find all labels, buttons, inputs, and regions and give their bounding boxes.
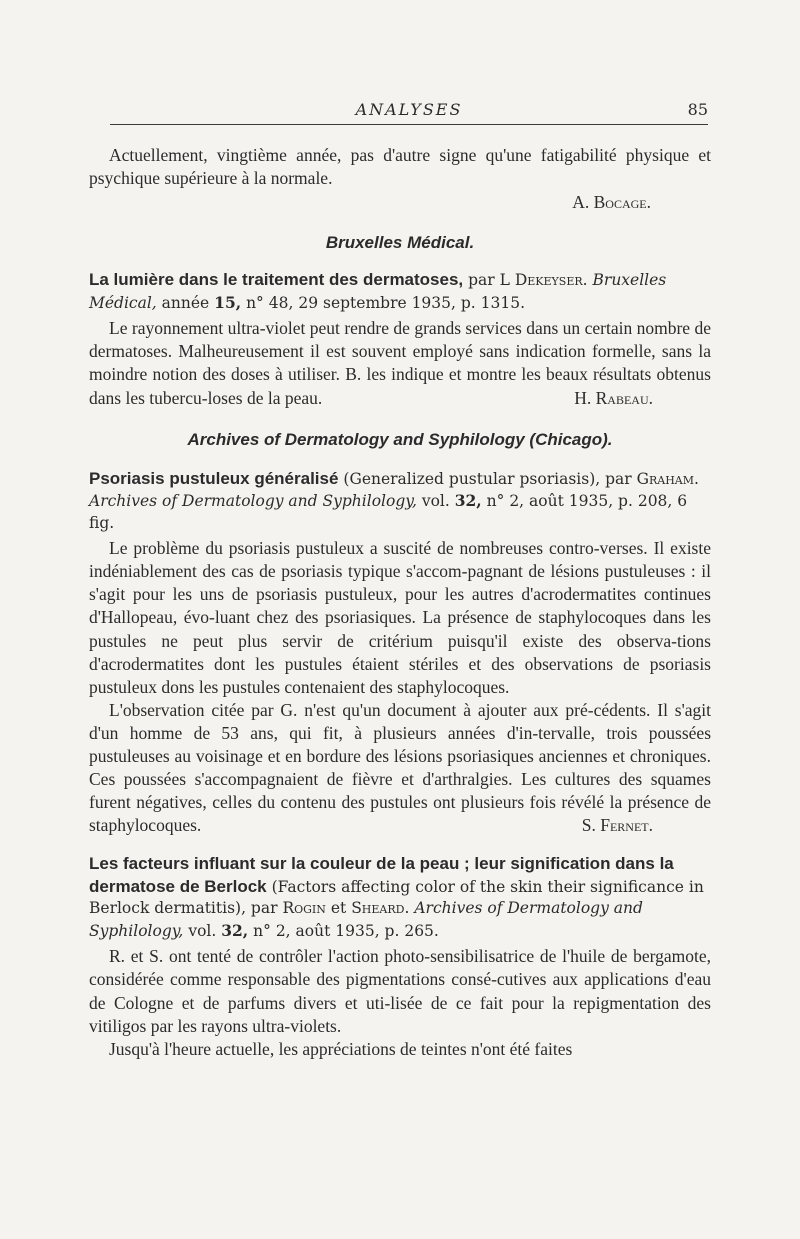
citation-rest: août 1935, p. 265. bbox=[295, 921, 439, 940]
page-header bbox=[110, 100, 708, 125]
author-prefix: par L bbox=[468, 271, 510, 290]
citation-rest: août 1935, p. 208, bbox=[529, 492, 673, 511]
annee-value: 15, bbox=[214, 292, 242, 312]
article-body bbox=[89, 699, 711, 838]
article-heading bbox=[89, 853, 711, 942]
running-title: ANALYSES bbox=[355, 100, 463, 119]
article-body bbox=[89, 317, 711, 409]
page-content bbox=[89, 144, 711, 1061]
section-journal-title: Bruxelles Médical. bbox=[325, 233, 475, 253]
intro-signature: A. Bocage. bbox=[572, 192, 651, 213]
article-subtitle: (Generalized pustular psoriasis), par bbox=[343, 469, 632, 488]
annee-label: année bbox=[161, 293, 210, 312]
article-author: Sheard. bbox=[351, 899, 410, 918]
number-value: 2, bbox=[509, 492, 525, 511]
volume-label: vol. bbox=[421, 492, 450, 511]
article-title: Les facteurs influant sur la couleur de la peau ; leur signification dans la dermatose de Berlock bbox=[89, 854, 674, 896]
article-body-text: L'observation citée par G. n'est qu'un document à ajouter aux pré-cédents. Il s'agit d'un homme de 53 ans, qui fit, à plusieurs années d'in-tervalle, trois poussées pustuleuses au voisinage et en bordure des lésions psoriasiques anciennes et chroniques. Ces poussées s'accompagnaient de fièvre et d'arthralgies. Les cultures des squames furent négatives, celles du contenu des pustules ont plusieurs fois révélé la présence de staphylocoques. bbox=[89, 699, 711, 836]
article-body: R. et S. ont tenté de contrôler l'action photo-sensibilisatrice de l'huile de bergamote, considérée comme responsable des pigmentations consé-cutives aux applications d'eau de Cologne et de parfums divers et uti-lisée de ce fait pour la repigmentation des vitiligos par les rayons ultra-violets. bbox=[89, 946, 711, 1036]
number-label: n° bbox=[486, 492, 505, 511]
number-label: n° bbox=[253, 921, 271, 940]
article-author: Graham. bbox=[636, 469, 699, 488]
citation-rest: 29 septembre 1935, p. 1315. bbox=[298, 293, 526, 312]
article-author: Rogin bbox=[282, 899, 326, 918]
volume-value: 32, bbox=[221, 920, 249, 940]
number-label: n° bbox=[246, 293, 264, 312]
author-conjunction: et bbox=[330, 899, 347, 918]
number-value: 2, bbox=[275, 921, 291, 940]
page-number: 85 bbox=[687, 100, 708, 119]
article-heading bbox=[89, 269, 711, 314]
article-title: La lumière dans le traitement des dermatoses, bbox=[89, 270, 464, 290]
article-journal: Archives of Dermatology and Syphilology, bbox=[89, 492, 417, 511]
article-journal: Bruxelles Médical, bbox=[89, 271, 667, 312]
article-author: Dekeyser. bbox=[514, 271, 588, 290]
article-signature: S. Fernet. bbox=[581, 815, 653, 836]
number-value: 48, bbox=[268, 293, 294, 312]
article-body: Le problème du psoriasis pustuleux a suscité de nombreuses contro-verses. Il existe indéniablement des cas de psoriasis typique s'accom-pagnant de lésions pustuleuses : il s'agit pour les uns de psoriasis pustuleux, pour les autres d'acrodermatites continues d'Hallopeau, évo-luant chez des psoriasiques. La présence de staphylocoques dans les pustules ne peut plus servir de critérium puisqu'il existe des observa-tions d'acrodermatites dont les pustules étaient stériles et des observations de psoriasis pustuleux dons les pustules contenaient des staphylocoques. bbox=[89, 538, 711, 697]
article-journal: Archives of Dermatology and Syphilology, bbox=[89, 899, 643, 940]
article-signature: H. Rabeau. bbox=[574, 387, 653, 408]
figure-count: 6 fig. bbox=[89, 492, 688, 532]
section-journal-title: Archives of Dermatology and Syphilology (Chicago). bbox=[187, 429, 613, 449]
volume-value: 32, bbox=[454, 491, 482, 511]
volume-label: vol. bbox=[188, 921, 217, 940]
article-title: Psoriasis pustuleux généralisé bbox=[89, 468, 339, 488]
article-heading bbox=[89, 468, 711, 535]
article-body-text: Le rayonnement ultra-violet peut rendre de grands services dans un certain nombre de dermatoses. Malheureusement il est souvent employé sans indication formelle, sans la moindre notion des doses à utiliser. B. les indique et montre les beaux résultats obtenus dans les tubercu-loses de la peau. bbox=[89, 318, 711, 408]
intro-paragraph: Actuellement, vingtième année, pas d'autre signe qu'une fatigabilité physique et psychique supérieure à la normale. bbox=[89, 145, 711, 189]
article-subtitle: (Factors affecting color of the skin their significance in Berlock dermatitis), par bbox=[89, 877, 704, 918]
article-body: Jusqu'à l'heure actuelle, les appréciations de teintes n'ont été faites bbox=[109, 1038, 573, 1059]
